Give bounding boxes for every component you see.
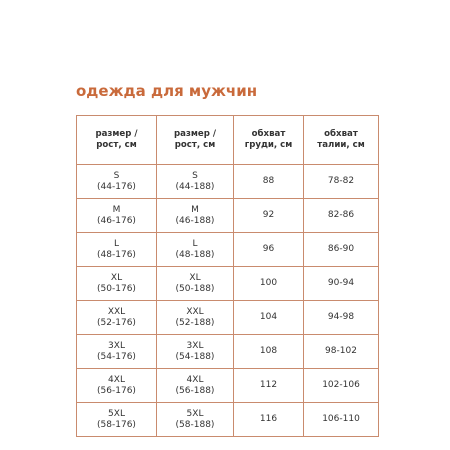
size-range: (56-188)	[175, 385, 215, 396]
size-label: 3XL	[186, 340, 204, 351]
chest-cell: 108	[234, 335, 304, 369]
size-cell	[157, 403, 234, 437]
header-line: размер /	[95, 129, 138, 139]
size-range: (52-176)	[97, 317, 136, 328]
header-chest	[234, 116, 304, 165]
chest-cell: 112	[234, 369, 304, 403]
chest-cell: 104	[234, 301, 304, 335]
table-row	[77, 335, 379, 369]
size-label: XL	[110, 272, 123, 283]
header-line: талии, см	[317, 140, 365, 150]
size-range: (56-176)	[97, 385, 136, 396]
size-cell	[77, 403, 157, 437]
size-range: (46-188)	[175, 215, 215, 226]
size-cell	[157, 301, 234, 335]
header-size-height-188	[157, 116, 234, 165]
table-row	[77, 165, 379, 199]
size-cell	[77, 335, 157, 369]
header-line: обхват	[324, 129, 358, 139]
size-label: M	[112, 204, 121, 215]
table-row	[77, 403, 379, 437]
size-cell	[77, 199, 157, 233]
size-label: XXL	[107, 306, 126, 317]
waist-cell: 102-106	[304, 369, 379, 403]
size-label: XXL	[186, 306, 204, 317]
size-label: 4XL	[108, 374, 125, 385]
chest-cell: 96	[234, 233, 304, 267]
header-size-height-176	[77, 116, 157, 165]
size-chart-table	[76, 115, 379, 437]
waist-cell: 78-82	[304, 165, 379, 199]
table-row	[77, 233, 379, 267]
size-range: (44-176)	[97, 181, 136, 192]
chest-cell: 100	[234, 267, 304, 301]
size-range: (58-176)	[97, 419, 136, 430]
size-range: (58-188)	[175, 419, 215, 430]
header-line: рост, см	[174, 140, 216, 150]
size-cell	[157, 199, 234, 233]
size-range: (52-188)	[175, 317, 215, 328]
chest-cell: 88	[234, 165, 304, 199]
table-row	[77, 199, 379, 233]
size-range: (48-188)	[175, 249, 215, 260]
size-range: (50-176)	[97, 283, 136, 294]
size-range: (50-188)	[175, 283, 215, 294]
header-line: размер /	[173, 129, 217, 139]
table-row	[77, 369, 379, 403]
size-label: 4XL	[186, 374, 204, 385]
page-title: одежда для мужчин	[76, 82, 258, 100]
table-row	[77, 267, 379, 301]
size-label: 3XL	[108, 340, 125, 351]
size-label: XL	[189, 272, 201, 283]
size-cell	[77, 267, 157, 301]
size-label: M	[191, 204, 199, 215]
waist-cell: 98-102	[304, 335, 379, 369]
size-cell	[77, 165, 157, 199]
size-label: S	[113, 170, 120, 181]
size-cell	[157, 369, 234, 403]
size-label: 5XL	[108, 408, 125, 419]
size-label: 5XL	[186, 408, 204, 419]
waist-cell: 94-98	[304, 301, 379, 335]
waist-cell: 106-110	[304, 403, 379, 437]
size-range: (54-176)	[97, 351, 136, 362]
size-cell	[157, 335, 234, 369]
header-line: рост, см	[96, 140, 137, 150]
size-cell	[157, 165, 234, 199]
chest-cell: 116	[234, 403, 304, 437]
size-label: L	[192, 238, 198, 249]
size-range: (46-176)	[97, 215, 136, 226]
table-header-row	[77, 116, 379, 165]
table-row	[77, 301, 379, 335]
size-cell	[157, 233, 234, 267]
size-cell	[77, 301, 157, 335]
size-range: (48-176)	[97, 249, 136, 260]
size-range: (44-188)	[175, 181, 215, 192]
header-waist	[304, 116, 379, 165]
header-line: обхват	[251, 129, 286, 139]
size-cell	[77, 369, 157, 403]
size-label: L	[113, 238, 119, 249]
size-cell	[77, 233, 157, 267]
size-range: (54-188)	[175, 351, 215, 362]
header-line: груди, см	[244, 140, 293, 150]
chest-cell: 92	[234, 199, 304, 233]
waist-cell: 90-94	[304, 267, 379, 301]
waist-cell: 82-86	[304, 199, 379, 233]
waist-cell: 86-90	[304, 233, 379, 267]
size-label: S	[192, 170, 198, 181]
size-cell	[157, 267, 234, 301]
